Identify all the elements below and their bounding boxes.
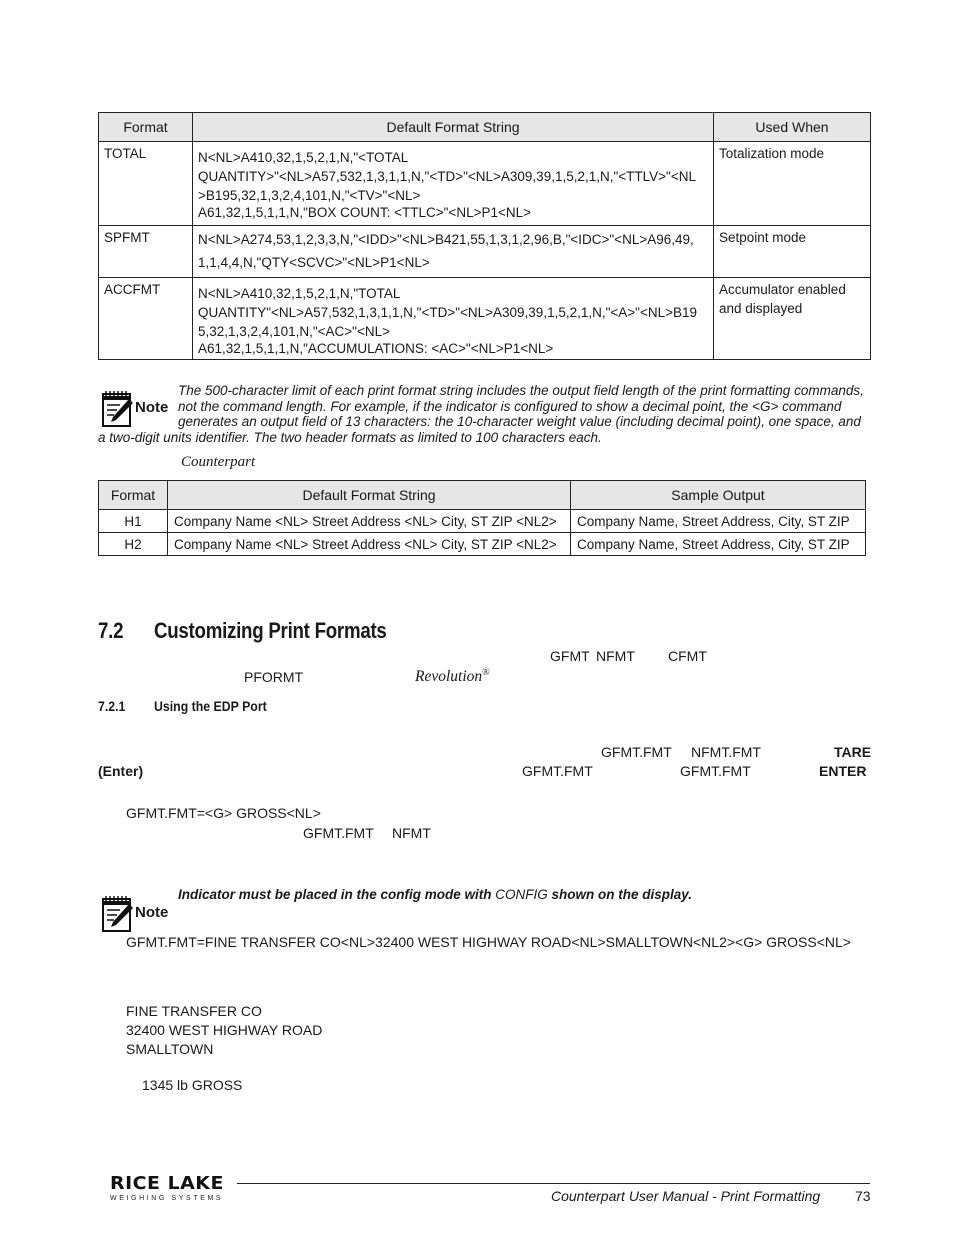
default-string-cell: N<NL>A274,53,1,2,3,3,N,"<IDD>"<NL>B421,55,1,3,1,2,96,B,"<IDC>"<NL>A96,49, 1,1,4,4,N,"QTY<SCVC>"<NL>P1<NL> [193, 226, 714, 278]
fragment-gfmtfmt-4: GFMT.FMT [303, 825, 374, 841]
footer-manual-title: Counterpart User Manual - Print Formatting [551, 1188, 821, 1204]
output-sample: FINE TRANSFER CO 32400 WEST HIGHWAY ROAD SMALLTOWN [126, 1003, 323, 1057]
fragment-nfmt-2: NFMT [392, 825, 431, 841]
used-when-cell: Totalization mode [714, 142, 871, 226]
fragment-enter-paren: (Enter) [98, 763, 144, 779]
subsection-number: 7.2.1 [98, 698, 126, 714]
print-format-table [98, 112, 871, 360]
format-cell: ACCFMT [99, 278, 193, 360]
used-when-cell: Setpoint mode [714, 226, 871, 278]
col-header-default: Default Format String [193, 113, 714, 142]
fragment-enter: ENTER [819, 763, 867, 779]
table-row [99, 278, 871, 360]
footer-rule [237, 1183, 870, 1184]
used-when-cell: Accumulator enabled and displayed [714, 278, 871, 360]
col-header-format: Format [99, 481, 168, 510]
default-string-cell: N<NL>A410,32,1,5,2,1,N,"<TOTAL QUANTITY>"<NL>A57,532,1,3,1,1,N,"<TD>"<NL>A309,39,1,5,2,1,N,"<TTLV>"<NL >B195,32,1,3,2,4,101,N,"<TV>"<NL> A61,32,1,5,1,1,N,"BOX COUNT: <TTLC>"<NL>P1<NL> [193, 142, 714, 226]
format-cell: H2 [99, 533, 168, 556]
section-title: Customizing Print Formats [154, 618, 387, 643]
col-header-format: Format [99, 113, 193, 142]
footer-page-number: 73 [855, 1188, 871, 1204]
sample-output-cell: Company Name, Street Address, City, ST ZIP [571, 533, 866, 556]
table-header-row [99, 113, 871, 142]
col-header-used: Used When [714, 113, 871, 142]
note-icon [100, 894, 136, 939]
header-format-table [98, 480, 866, 556]
section-number: 7.2 [98, 618, 124, 643]
default-string-cell: Company Name <NL> Street Address <NL> City, ST ZIP <NL2> [168, 533, 571, 556]
notepad-pencil-icon [100, 894, 136, 934]
col-header-sample: Sample Output [571, 481, 866, 510]
fragment-pformt: PFORMT [244, 669, 304, 685]
default-string-cell: Company Name <NL> Street Address <NL> City, ST ZIP <NL2> [168, 510, 571, 533]
table-header-row [99, 481, 866, 510]
col-header-default: Default Format String [168, 481, 571, 510]
output-weight: 1345 lb GROSS [142, 1077, 243, 1093]
example-command-1: GFMT.FMT=<G> GROSS<NL> [126, 805, 321, 821]
note-text: Indicator must be placed in the config mode with CONFIG shown on the display. [178, 887, 693, 902]
table-row [99, 226, 871, 278]
table-row [99, 142, 871, 226]
fragment-gfmtfmt-2: GFMT.FMT [522, 763, 593, 779]
fragment-gfmtfmt-3: GFMT.FMT [680, 763, 751, 779]
subsection-title: Using the EDP Port [154, 698, 267, 714]
fragment-gfmt: GFMT [550, 648, 590, 664]
table-caption: Counterpart [181, 454, 256, 470]
format-cell: TOTAL [99, 142, 193, 226]
fragment-cfmt: CFMT [668, 648, 707, 664]
rice-lake-logo: RICE LAKE WEIGHING SYSTEMS [110, 1173, 224, 1202]
table-row [99, 533, 866, 556]
format-cell: H1 [99, 510, 168, 533]
fragment-tare: TARE [834, 744, 872, 760]
fragment-revolution: Revolution® [415, 667, 490, 686]
format-cell: SPFMT [99, 226, 193, 278]
table-row [99, 510, 866, 533]
example-command-2: GFMT.FMT=FINE TRANSFER CO<NL>32400 WEST HIGHWAY ROAD<NL>SMALLTOWN<NL2><G> GROSS<NL> [126, 934, 851, 950]
fragment-gfmtfmt: GFMT.FMT [601, 744, 672, 760]
note-label: Note [135, 904, 169, 921]
default-string-cell: N<NL>A410,32,1,5,2,1,N,"TOTAL QUANTITY"<NL>A57,532,1,3,1,1,N,"<TD>"<NL>A309,39,1,5,2,1,N,"<A>"<NL>B19 5,32,1,3,2,4,101,N,"<AC>"<NL> A61,32,1,5,1,1,N,"ACCUMULATIONS: <AC>"<NL>P1<NL> [193, 278, 714, 360]
fragment-nfmt: NFMT [596, 648, 635, 664]
fragment-nfmtfmt: NFMT.FMT [691, 744, 761, 760]
note-label: Note [135, 399, 169, 416]
sample-output-cell: Company Name, Street Address, City, ST ZIP [571, 510, 866, 533]
note-text: The 500-character limit of each print format string includes the output field length of the print formatting commands, not the command length. For example, if the indicator is configured to show a decimal point, the <G> command generates an output field of 13 characters: the 10-character weight value (including decimal point), one space, and a two-digit units identifier. The two header formats as limited to 100 characters each. [98, 383, 864, 445]
